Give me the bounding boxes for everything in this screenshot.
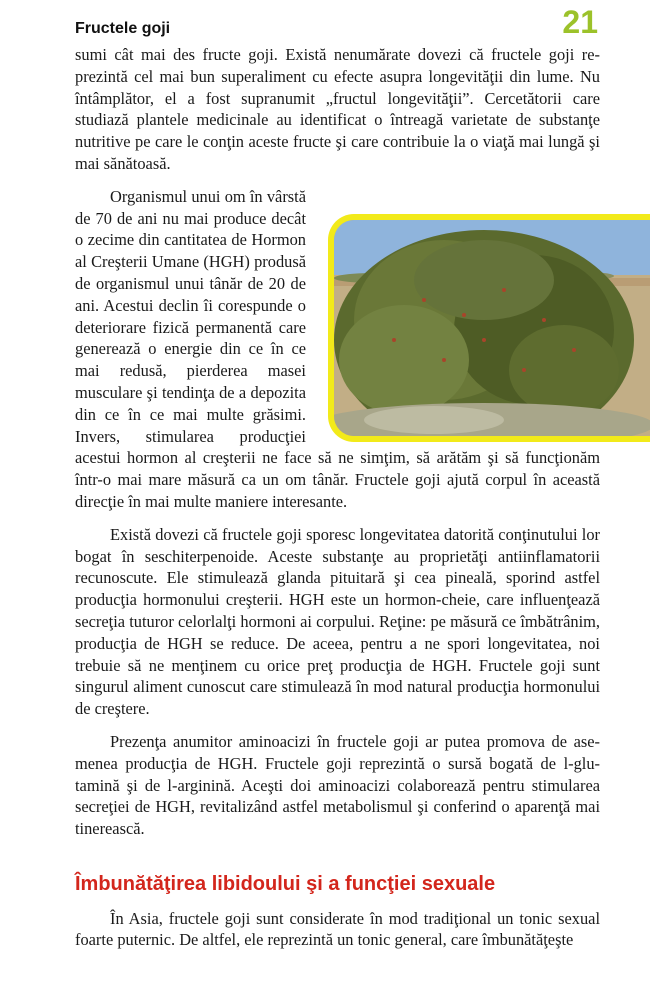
paragraph-sesquiterpenoids: Există dovezi că fructele goji sporesc longevitatea datorită conţinutului lor bogat în seschiterpenoide. Aceste substanţe au proprietăţi antiinflamatorii recunoscute. Ele stimulează glanda pituitară şi cea pineală, sporind astfel producţia hormonului creşterii. HGH este un hormon-cheie, care influenţează secreţia tuturor celorlalţi hormoni ai corpului. Reţine: pe măsură ce îmbătrânim, producţia de HGH se reduce. De aceea, pentru a ne spori longevitatea, noi trebuie să ne menţinem cu orice preţ producţia de HGH. Fructele goji sunt singurul aliment cunoscut care stimulează în mod natural producţia hormonului de creştere. [75, 524, 600, 719]
goji-shrub-photo [328, 214, 650, 442]
running-header: Fructele goji [75, 20, 171, 37]
page-number: 21 [562, 4, 598, 40]
paragraph-hgh-decline: Organismul unui om în vârstă de 70 de ani nu mai produce decât o zecime din cantitatea de Hormon al Creşterii Umane (HGH) produsă de organismul unui tânăr de 20 de ani. Acestui declin îi corespunde o deteriorare fizică permanentă care generează o energie din ce în ce mai redusă, pierderea masei musculare şi tendinţa de a depozita din ce în ce mai multe grăsimi. Invers, stimularea producţiei acestui hormon al creşterii ne face să ne simţim, să arătăm şi să funcţionăm într-o mai mare măsură ca un om tânăr. Fructele goji ajută corpul în această direcţie în mai multe maniere interesante. [75, 186, 600, 511]
shrub-photo-illustration [334, 220, 650, 436]
paragraph-amino-acids: Prezenţa anumitor aminoacizi în fructele goji ar putea promova de asemenea producţia de HGH. Fructele goji reprezintă o sursă bogată de l-glutamină şi de l-arginină. Aceşti doi aminoacizi colaborează pentru stimularea secreţiei de HGH, revitalizând astfel metabolismul şi conferind o aparenţă mai tinerească. [75, 731, 600, 839]
paragraph-continued: sumi cât mai des fructe goji. Există nenumărate dovezi că fructele goji reprezintă cel mai bun superaliment cu efecte asupra longevităţii din lume. Nu întâmplător, el a fost supranumit „fructul longevităţii”. Cercetătorii care studiază plantele medicinale au identificat o întreagă varietate de substanţe nutritive pe care le conţin aceste fructe şi care contribuie la o viaţă mai lungă şi mai sănătoasă. [75, 45, 600, 173]
body-text [75, 44, 600, 962]
paragraph-asia-tonic: În Asia, fructele goji sunt considerate în mod tradiţional un tonic sexual foarte puternic. De altfel, ele reprezintă un tonic general, care îmbunătăţeşte [75, 908, 600, 950]
section-heading: Îmbunătăţirea libidoului şi a funcţiei sexuale [75, 872, 496, 895]
